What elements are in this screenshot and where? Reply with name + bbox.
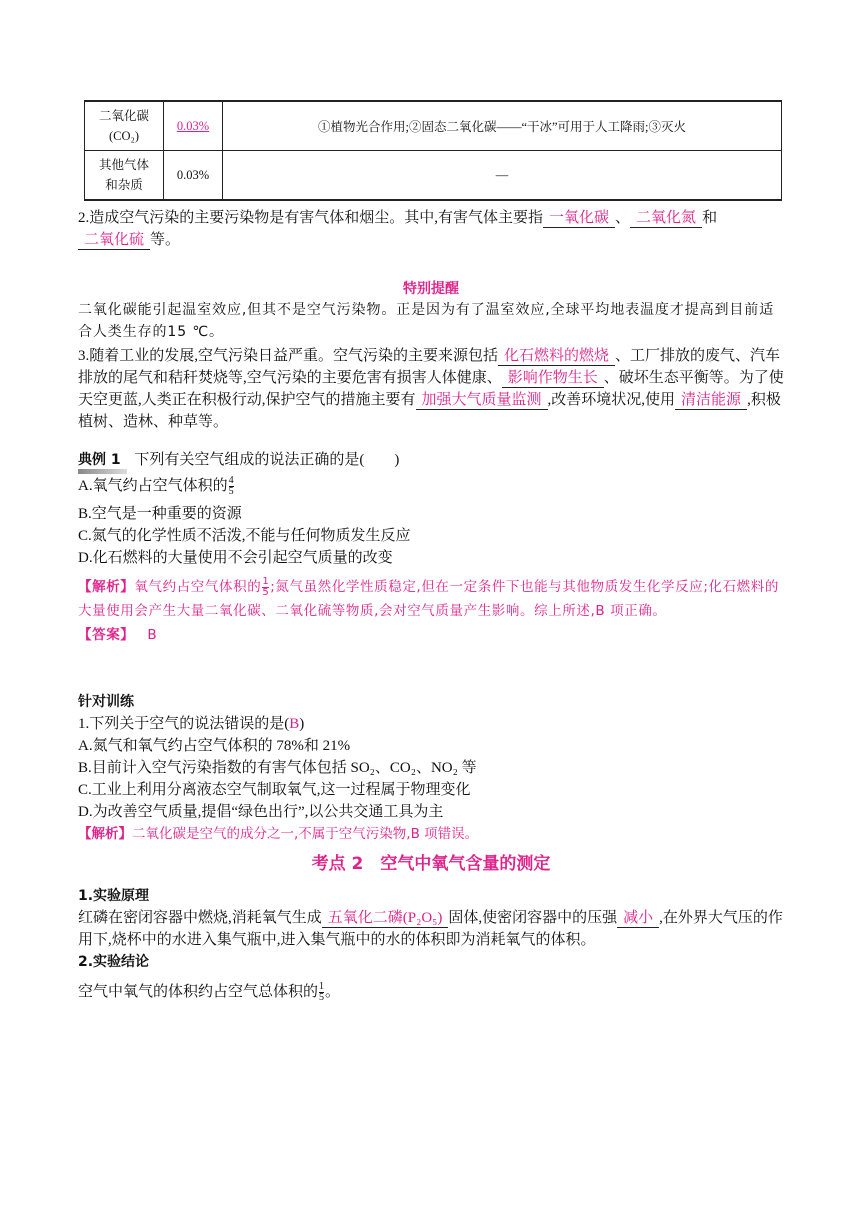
- blank-answer: 五氧化二磷(P₂O₅): [322, 909, 449, 928]
- blank-answer: 减小: [617, 909, 659, 928]
- training-option-a: A.氮气和氧气约占空气体积的 78%和 21%: [78, 738, 351, 755]
- analysis-text: 氧气约占空气体积的: [134, 579, 262, 596]
- gas-use: ①植物光合作用;②固态二氧化碳——“干冰”可用于人工降雨;③灭火: [223, 101, 782, 151]
- conclusion-text: 。: [325, 984, 341, 1001]
- training-answer: B: [289, 716, 300, 733]
- principle-heading: 1.实验原理: [78, 888, 150, 905]
- training-question: [78, 713, 784, 735]
- training-analysis: [78, 823, 784, 845]
- analysis-label: 【解析】: [78, 826, 132, 843]
- principle-text: ,在外界大气压的作用下,烧杯中的水进入集气瓶中,进入集气瓶中的水的体积即为消耗氧气的体积。: [78, 910, 783, 949]
- item-3-text: 、工厂排放的废气、汽车排放的尾气和秸秆焚烧等,空气污染的主要危害有损害人体健康、: [78, 348, 781, 386]
- item-2-text: 2.造成空气污染的主要污染物是有害气体和烟尘。其中,有害气体主要指: [78, 210, 544, 226]
- gas-name-cell: [85, 151, 164, 201]
- item-2-text: 等。: [150, 232, 181, 248]
- principle-text: 固体,使密闭容器中的压强: [448, 910, 618, 927]
- gas-percent: 0.03%: [164, 151, 223, 201]
- item-3-text: 3.随着工业的发展,空气污染日益严重。空气污染的主要来源包括: [78, 348, 499, 364]
- option-b: B.空气是一种重要的资源: [78, 506, 242, 523]
- principle-paragraph: [78, 907, 784, 951]
- item-3-text: ,积极植树、造林、种草等。: [78, 392, 781, 430]
- item-3-text: ,改善环境状况,使用: [547, 392, 676, 408]
- blank-answer: 二氧化硫: [78, 231, 150, 250]
- training-option-c: C.工业上利用分离液态空气制取氧气,这一过程属于物理变化: [78, 782, 471, 799]
- fraction-numerator: 1: [262, 575, 270, 587]
- gas-formula: 和杂质: [105, 178, 143, 192]
- gas-name-cell: [85, 101, 164, 151]
- conclusion-text: 空气中氧气的体积约占空气总体积的: [78, 984, 319, 1001]
- example-analysis: [78, 575, 784, 623]
- training-option-b: B.目前计入空气污染指数的有害气体包括 SO₂、CO₂、NO₂ 等: [78, 760, 477, 777]
- fraction: [262, 577, 269, 598]
- gas-name: 二氧化碳: [98, 109, 149, 123]
- tip-body: 二氧化碳能引起温室效应,但其不是空气污染物。正是因为有了温室效应,全球平均地表温度才提高到目前适合人类生存的15 ℃。: [78, 302, 775, 340]
- training-question-text: ): [299, 716, 305, 733]
- air-composition-table: [84, 100, 782, 201]
- example-answer: [78, 623, 784, 647]
- principle-text: 红磷在密闭容器中燃烧,消耗氧气生成: [78, 910, 322, 927]
- gas-use: —: [223, 151, 782, 201]
- table-row: [85, 151, 782, 201]
- fraction-denominator: 5: [228, 486, 234, 498]
- item-2-paragraph: [78, 207, 784, 251]
- option-c: C.氮气的化学性质不活泼,不能与任何物质发生反应: [78, 528, 411, 545]
- analysis-label: 【解析】: [78, 579, 135, 596]
- page: [78, 100, 784, 1003]
- blank-answer: 一氧化碳: [543, 209, 615, 228]
- blank-answer: 清洁能源: [675, 391, 747, 410]
- conclusion-heading: 2.实验结论: [78, 954, 150, 971]
- answer-value: B: [147, 627, 158, 644]
- training-option-d: D.为改善空气质量,提倡“绿色出行”,以公共交通工具为主: [78, 804, 444, 821]
- fraction-numerator: 4: [228, 475, 234, 487]
- example-question-text: 下列有关空气组成的说法正确的是( ): [134, 452, 400, 468]
- fraction: [319, 982, 324, 1003]
- fraction-denominator: 5: [262, 586, 270, 598]
- option-a: [78, 475, 784, 497]
- blank-answer: 影响作物生长: [502, 369, 604, 388]
- conclusion-paragraph: [78, 981, 784, 1003]
- answer-label: 【答案】: [78, 627, 135, 644]
- table-row: [85, 101, 782, 151]
- gas-name: 其他气体: [98, 158, 149, 172]
- option-a-text: A.氧气约占空气体积的: [78, 478, 228, 494]
- separator: 、: [615, 210, 631, 226]
- blank-answer: 加强大气质量监测: [416, 391, 548, 410]
- blank-answer: 化石燃料的燃烧: [498, 347, 615, 366]
- fraction-numerator: 1: [319, 981, 325, 993]
- fraction-denominator: 5: [319, 992, 325, 1004]
- analysis-text: 二氧化碳是空气的成分之一,不属于空气污染物,B 项错误。: [132, 826, 479, 843]
- blank-answer: 二氧化氮: [630, 209, 702, 228]
- gas-percent: 0.03%: [176, 118, 210, 133]
- gas-formula: (CO₂): [108, 129, 140, 143]
- item-3-paragraph: [78, 345, 784, 433]
- training-question-text: 1.下列关于空气的说法错误的是(: [78, 716, 290, 733]
- item-2-text: 和: [702, 210, 718, 226]
- training-title: 针对训练: [78, 694, 134, 711]
- gas-percent-cell: [164, 101, 223, 151]
- tip-title: 特别提醒: [403, 281, 459, 297]
- option-d: D.化石燃料的大量使用不会引起空气质量的改变: [78, 550, 393, 567]
- example-question: [78, 449, 784, 471]
- section-title: 考点 2 空气中氧气含量的测定: [311, 854, 551, 875]
- example-label: 典例 1: [78, 449, 123, 471]
- fraction: [229, 476, 234, 497]
- analysis-text: ;氮气虽然化学性质稳定,但在一定条件下也能与其他物质发生化学反应;化石燃料的大量使用会产生大量二氧化碳、二氧化硫等物质,会对空气质量产生影响。综上所述,B 项正确。: [78, 579, 779, 620]
- item-3-text: 、破坏生态平衡等。为了使天空更蓝,人类正在积极行动,保护空气的措施主要有: [78, 370, 784, 408]
